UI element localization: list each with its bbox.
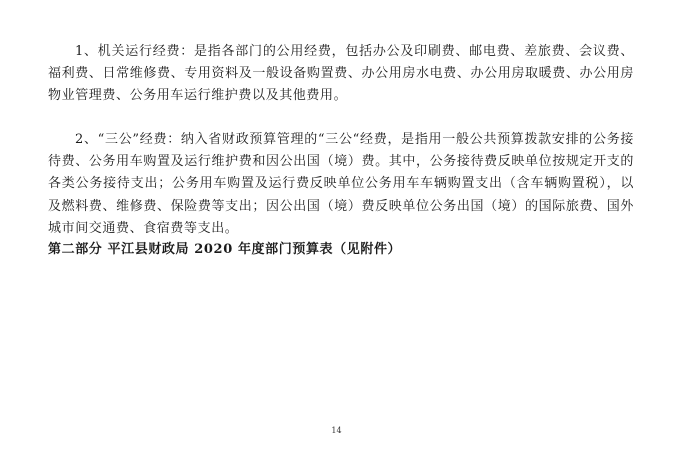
paragraph-operating-expenses: 1、机关运行经费：是指各部门的公用经费，包括办公及印刷费、邮电费、差旅费、会议费、福利费、日常维修费、专用资料及一般设备购置费、办公用房水电费、办公用房取暖费、办公用房物业管理费、公务用车运行维护费以及其他费用。 (48, 44, 634, 104)
section-heading: 第二部分 平江县财政局 2020 年度部门预算表（见附件） (48, 242, 402, 257)
page-number: 14 (331, 426, 342, 435)
paragraph-three-public-expenses: 2、“三公”经费：纳入省财政预算管理的“三公“经费，是指用一般公共预算拨款安排的公务接待费、公务用车购置及运行维护费和因公出国（境）费。其中，公务接待费反映单位按规定开支的各类公务接待支出；公务用车购置及运行费反映单位公务用车车辆购置支出（含车辆购置税），以及燃料费、维修费、保险费等支出；因公出国（境）费反映单位公务出国（境）的国际旅费、国外城市间交通费、食宿费等支出。 (48, 132, 634, 236)
